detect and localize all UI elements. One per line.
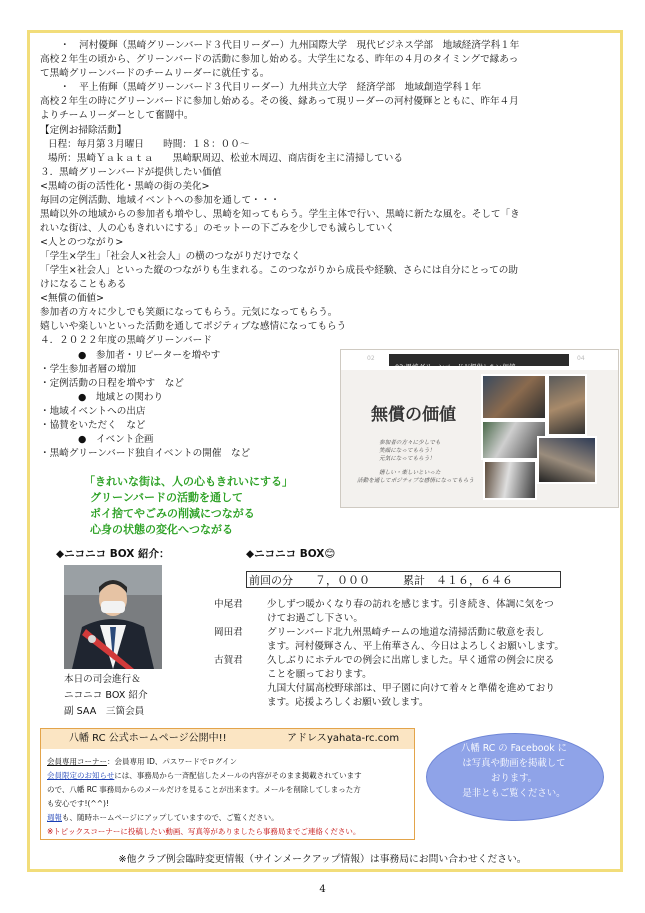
slide-prev-number: 02	[367, 355, 375, 362]
motto-line: ポイ捨てやごみの削減につながる	[90, 507, 255, 520]
values-town-line: れいな街は、人の心もきれいにする」のモットーの下ごみを少しでも減らしていく	[40, 223, 395, 234]
slide-header-strip	[389, 354, 569, 371]
values-town-line: 毎回の定例活動、地域イベントへの参加を通して・・・	[40, 195, 280, 206]
homepage-line-text: ：会員専用 ID、パスワードでログイン	[107, 757, 237, 766]
photo-caption-line: 本日の司会進行＆	[64, 674, 141, 685]
slide-photo	[547, 374, 587, 436]
profile-kawamura-line: 高校２年生の頃から、グリーンバードの活動に参加し始める。大学生になる、昨年の４月のタイミングで縁あっ	[40, 54, 519, 65]
nikoniko-counter: 前回の分 ７，０００ 累計 ４１６，６４６	[246, 571, 561, 588]
slide-title: 無償の価値	[371, 405, 456, 425]
regular-place: 場所：黒崎Ｙａｋａｔａ 黒崎駅周辺、松並木周辺、商店街を主に清掃している	[48, 153, 403, 164]
homepage-box	[40, 728, 415, 840]
values-town-heading: <黒崎の街の活性化・黒崎の街の美化>	[40, 181, 210, 192]
homepage-line-label: 会員限定のお知らせ	[47, 771, 115, 780]
values-people-line: 「学生×学生」「社会人×社会人」の横のつながりだけでなく	[40, 251, 301, 262]
facebook-line: 八幡 RC の Facebook に	[460, 743, 568, 754]
page-number: 4	[319, 884, 326, 895]
values-heading: ３．黒崎グリーンバードが提供したい価値	[40, 167, 222, 178]
slide-sub-line: 嬉しい・楽しいといった	[379, 470, 441, 476]
member-message: 少しずつ暖かくなり春の訪れを感じます。引き続き、体調に気をつ	[267, 599, 554, 610]
plan-item: ・地域イベントへの出店	[40, 406, 146, 417]
homepage-line: も安心です!(^^)!	[47, 799, 109, 808]
slide-sub-line: 参加者の方々に少しでも	[379, 440, 441, 446]
slide-photo	[537, 436, 597, 484]
nikoniko-box-heading: ◆ニコニコ BOX😊	[246, 548, 336, 560]
member-message: ます。河村優輝さん、平上侑華さん、今日はよろしくお願いします。	[267, 641, 565, 652]
homepage-address-link[interactable]: yahata-rc.com	[327, 733, 400, 744]
slide-photo	[481, 374, 547, 420]
profile-kawamura-line: て黒崎グリーンバードのチームリーダーに就任する。	[40, 68, 270, 79]
homepage-title: 八幡 RC 公式ホームページ公開中!!	[69, 733, 227, 744]
motto-line: 「きれいな街は、人の心もきれいにする」	[84, 475, 293, 488]
member-name: 古賀君	[214, 655, 243, 666]
presenter-photo	[64, 565, 162, 669]
member-message: 九国大付属高校野球部は、甲子園に向けて着々と準備を進めており	[267, 683, 555, 694]
homepage-line: ので、八幡 RC 事務局からのメールだけを見ることが出来ます。メールを削除してしまった方	[47, 785, 361, 794]
footer-note: ※他クラブ例会臨時変更情報（サインメークアップ情報）は事務局にお問い合わせください。	[118, 854, 527, 865]
nikoniko-intro-heading: ◆ニコニコ BOX 紹介：	[56, 548, 170, 560]
values-people-line: 「学生×社会人」といった縦のつながりも生まれる。このつながりから成長や経験、さらには自分にとっての助	[40, 265, 518, 276]
plan-item: ・定例活動の日程を増やす など	[40, 378, 184, 389]
homepage-header	[41, 729, 414, 749]
facebook-line: は写真や動画を掲載して	[462, 758, 566, 769]
homepage-line	[47, 755, 237, 769]
slide-sub-line: 笑顔になってもらう！	[379, 448, 435, 454]
slide-header-text: 03:黒崎グリーンバードが提供したい価値	[395, 363, 516, 371]
values-people-heading: <人とのつながり>	[40, 237, 124, 248]
values-free-line: 嬉しいや楽しいといった活動を通してポジティブな感情になってもらう	[40, 321, 347, 332]
plan-item: ・黒崎グリーンバード独自イベントの開催 など	[40, 448, 251, 459]
plan-group-title: ● イベント企画	[78, 434, 154, 445]
motto-line: 心身の状態の変化へつながる	[90, 523, 233, 536]
facebook-line: おります。	[490, 773, 538, 784]
motto-line: グリーンバードの活動を通して	[90, 491, 244, 504]
slide-sub-line: 活動を通してポジティブな感情になってもらう	[357, 478, 475, 484]
member-message: ます。応援よろしくお願い致します。	[267, 697, 429, 708]
member-name: 岡田君	[214, 627, 243, 638]
photo-caption-line: ニコニコ BOX 紹介	[64, 690, 148, 701]
values-free-line: 参加者の方々に少しでも笑顔になってもらう。元気になってもらう。	[40, 307, 338, 318]
plan-heading: ４．２０２２年度の黒崎グリーンバード	[40, 335, 212, 346]
homepage-line-label: 週報	[47, 813, 62, 822]
profile-hirakami-line: 高校２年生の時にグリーンバードに参加し始める。その後、縁あって現リーダーの河村優輝とともに、昨年４月	[40, 96, 519, 107]
values-town-line: 黒崎以外の地域からの参加者も増やし、黒崎を知ってもらう。学生主体で行い、黒崎に新たな風を。そして「き	[40, 209, 520, 220]
regular-heading: 【定例お掃除活動】	[40, 125, 127, 136]
member-name: 中尾君	[214, 599, 243, 610]
homepage-address-label: アドレス	[287, 733, 327, 744]
plan-item: ・学生参加者層の増加	[40, 364, 136, 375]
profile-hirakami-line: よりチームリーダーとして奮闘中。	[40, 110, 194, 121]
plan-item: ・協賛をいただく など	[40, 420, 146, 431]
facebook-line: 是非ともご覧ください。	[462, 788, 566, 799]
values-free-heading: <無償の価値>	[40, 293, 105, 304]
presenter-photo-art	[64, 565, 162, 669]
homepage-line-label: 会員専用コーナー	[47, 757, 107, 766]
homepage-line-topics: ※トピックスコーナーに投稿したい動画、写真等がありましたら事務局までご連絡ください。	[47, 827, 361, 836]
member-message: グリーンバード北九州黒崎チームの地道な清掃活動に敬意を表し	[267, 627, 545, 638]
regular-datetime: 日程：毎月第３月曜日 時間：１８：００～	[48, 139, 250, 150]
slide-sub-line: 元気になってもらう！	[379, 456, 435, 462]
slide-photo	[483, 460, 537, 500]
plan-group-title: ● 地域との関わり	[78, 392, 164, 403]
member-message: けてお過ごし下さい。	[267, 613, 363, 624]
plan-group-title: ● 参加者・リピーターを増やす	[78, 350, 221, 361]
value-slide-image	[340, 349, 619, 508]
member-message: 久しぶりにホテルでの例会に出席しました。早く通常の例会に戻る	[267, 655, 555, 666]
homepage-line-text: には、事務局から一斉配信したメールの内容がそのまま掲載されています	[114, 771, 362, 780]
photo-caption-line: 副 SAA 三箇会員	[64, 706, 145, 717]
profile-kawamura-lead: ・ 河村優輝（黒崎グリーンバード３代目リーダー）九州国際大学 現代ビジネス学部 地域経済学科１年	[60, 40, 520, 51]
homepage-line	[47, 811, 279, 825]
homepage-line-text: も、随時ホームページにアップしていますので、ご覧ください。	[62, 813, 279, 822]
homepage-line	[47, 769, 362, 783]
slide-next-number: 04	[577, 355, 585, 362]
member-message: ことを願っております。	[267, 669, 372, 680]
values-people-line: けになることもある	[40, 279, 127, 290]
profile-hirakami-lead: ・ 平上侑輝（黒崎グリーンバード３代目リーダー）九州共立大学 経済学部 地域創造学科１年	[60, 82, 482, 93]
